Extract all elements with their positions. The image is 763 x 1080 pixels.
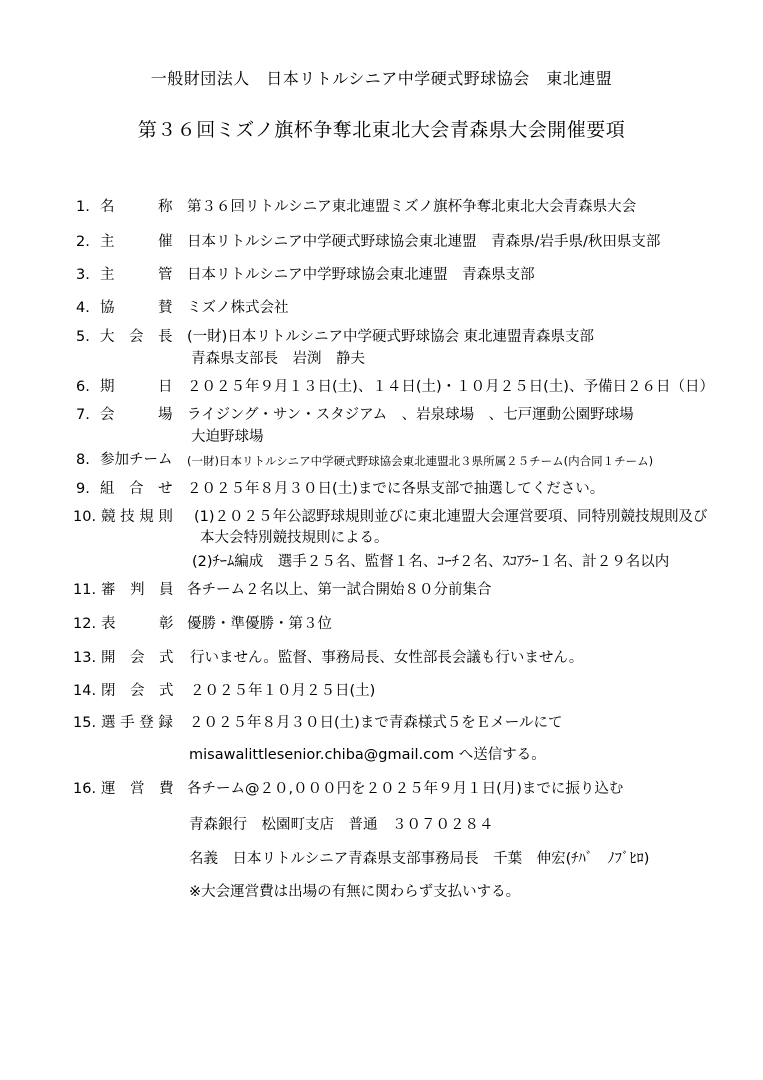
item-number: 9.: [76, 481, 90, 497]
item-label: 開 会 式: [101, 650, 174, 666]
item-value: ２０２５年１０月２５日(土): [190, 683, 376, 699]
item-label: 主 管: [100, 267, 173, 283]
item-number: 11.: [73, 582, 97, 598]
item-value: 名義 日本リトルシニア青森県支部事務局長 千葉 伸宏(ﾁﾊﾞ ﾉﾌﾞﾋﾛ): [189, 851, 650, 867]
item-number: 15.: [73, 715, 97, 731]
item-label: 会 場: [100, 407, 173, 423]
item-number: 14.: [73, 683, 97, 699]
item-label: 協 賛: [100, 300, 173, 316]
item-number: 1.: [76, 199, 90, 215]
item-label: 参加チーム: [100, 452, 173, 468]
item-label: 閉 会 式: [101, 683, 174, 699]
item-value: 第３６回リトルシニア東北連盟ミズノ旗杯争奪北東北大会青森県大会: [187, 199, 637, 215]
item-number: 5.: [76, 329, 90, 345]
item-value: (一財)日本リトルシニア中学硬式野球協会 東北連盟青森県支部: [187, 329, 595, 345]
item-value: ミズノ株式会社: [187, 300, 289, 316]
page-title: 第３６回ミズノ旗杯争奪北東北大会青森県大会開催要項: [137, 119, 626, 141]
item-number: 4.: [76, 300, 90, 316]
item-number: 13.: [73, 650, 97, 666]
item-value: 各チーム@２０,０００円を２０２５年９月１日(月)までに振り込む: [187, 781, 624, 797]
item-label: 表 彰: [101, 616, 174, 632]
item-label: 名 称: [100, 199, 173, 215]
item-value: 各チーム２名以上、第一試合開始８０分前集合: [187, 582, 492, 598]
item-value: (2)ﾁｰﾑ編成 選手２５名、監督１名、ｺｰﾁ２名、ｽｺｱﾗｰ１名、計２９名以内: [192, 554, 670, 570]
item-number: 8.: [76, 452, 90, 468]
item-number: 3.: [76, 267, 90, 283]
item-label: 審 判 員: [101, 582, 174, 598]
item-value: ライジング・サン・スタジアム 、岩泉球場 、七戸運動公園野球場: [187, 407, 634, 423]
item-value: ２０２５年８月３０日(土)まで青森様式５をＥメールにて: [189, 715, 563, 731]
item-value: 大迫野球場: [191, 429, 264, 445]
item-value: 行いません。監督、事務局長、女性部長会議も行いません。: [190, 650, 584, 666]
item-label: 大 会 長: [100, 329, 173, 345]
item-value: (一財)日本リトルシニア中学硬式野球協会東北連盟北３県所属２５チーム(内合同１チーム): [187, 454, 654, 468]
item-value: ※大会運営費は出場の有無に関わらず支払いする。: [189, 884, 521, 900]
item-value: 青森銀行 松園町支店 普通 ３０７０２８４: [189, 817, 494, 833]
item-fee-note: [76, 882, 521, 942]
email-address[interactable]: misawalittlesenior.chiba@gmail.com へ送信する。: [189, 747, 546, 763]
item-value: 青森県支部長 岩渕 静夫: [191, 351, 365, 367]
item-number: 6.: [76, 379, 90, 395]
item-label: 選 手 登 録: [101, 715, 173, 731]
item-value: ２０２５年８月３０日(土)までに各県支部で抽選してください。: [187, 481, 605, 497]
item-number: 16.: [73, 781, 97, 797]
item-label: 競 技 規 則: [101, 509, 173, 525]
item-value: 日本リトルシニア中学野球協会東北連盟 青森県支部: [187, 267, 535, 283]
item-label: 運 営 費: [101, 781, 174, 797]
item-value: ２０２５年９月１３日(土)、１４日(土)・１０月２５日(土)、予備日２６日（日）: [187, 379, 714, 395]
item-value: (1)２０２５年公認野球規則並びに東北連盟大会運営要項、同特別競技規則及び: [194, 509, 708, 525]
item-label: 主 催: [100, 234, 173, 250]
item-number: 7.: [76, 407, 90, 423]
organization-heading: 一般財団法人 日本リトルシニア中学硬式野球協会 東北連盟: [150, 69, 613, 88]
item-number: 12.: [73, 616, 97, 632]
item-number: 10.: [73, 509, 97, 525]
item-value: 本大会特別競技規則による。: [200, 530, 389, 546]
item-value: 日本リトルシニア中学硬式野球協会東北連盟 青森県/岩手県/秋田県支部: [187, 234, 661, 250]
item-label: 期 日: [100, 379, 173, 395]
item-number: 2.: [76, 234, 90, 250]
item-value: 優勝・準優勝・第３位: [187, 616, 332, 632]
item-label: 組 合 せ: [100, 481, 173, 497]
